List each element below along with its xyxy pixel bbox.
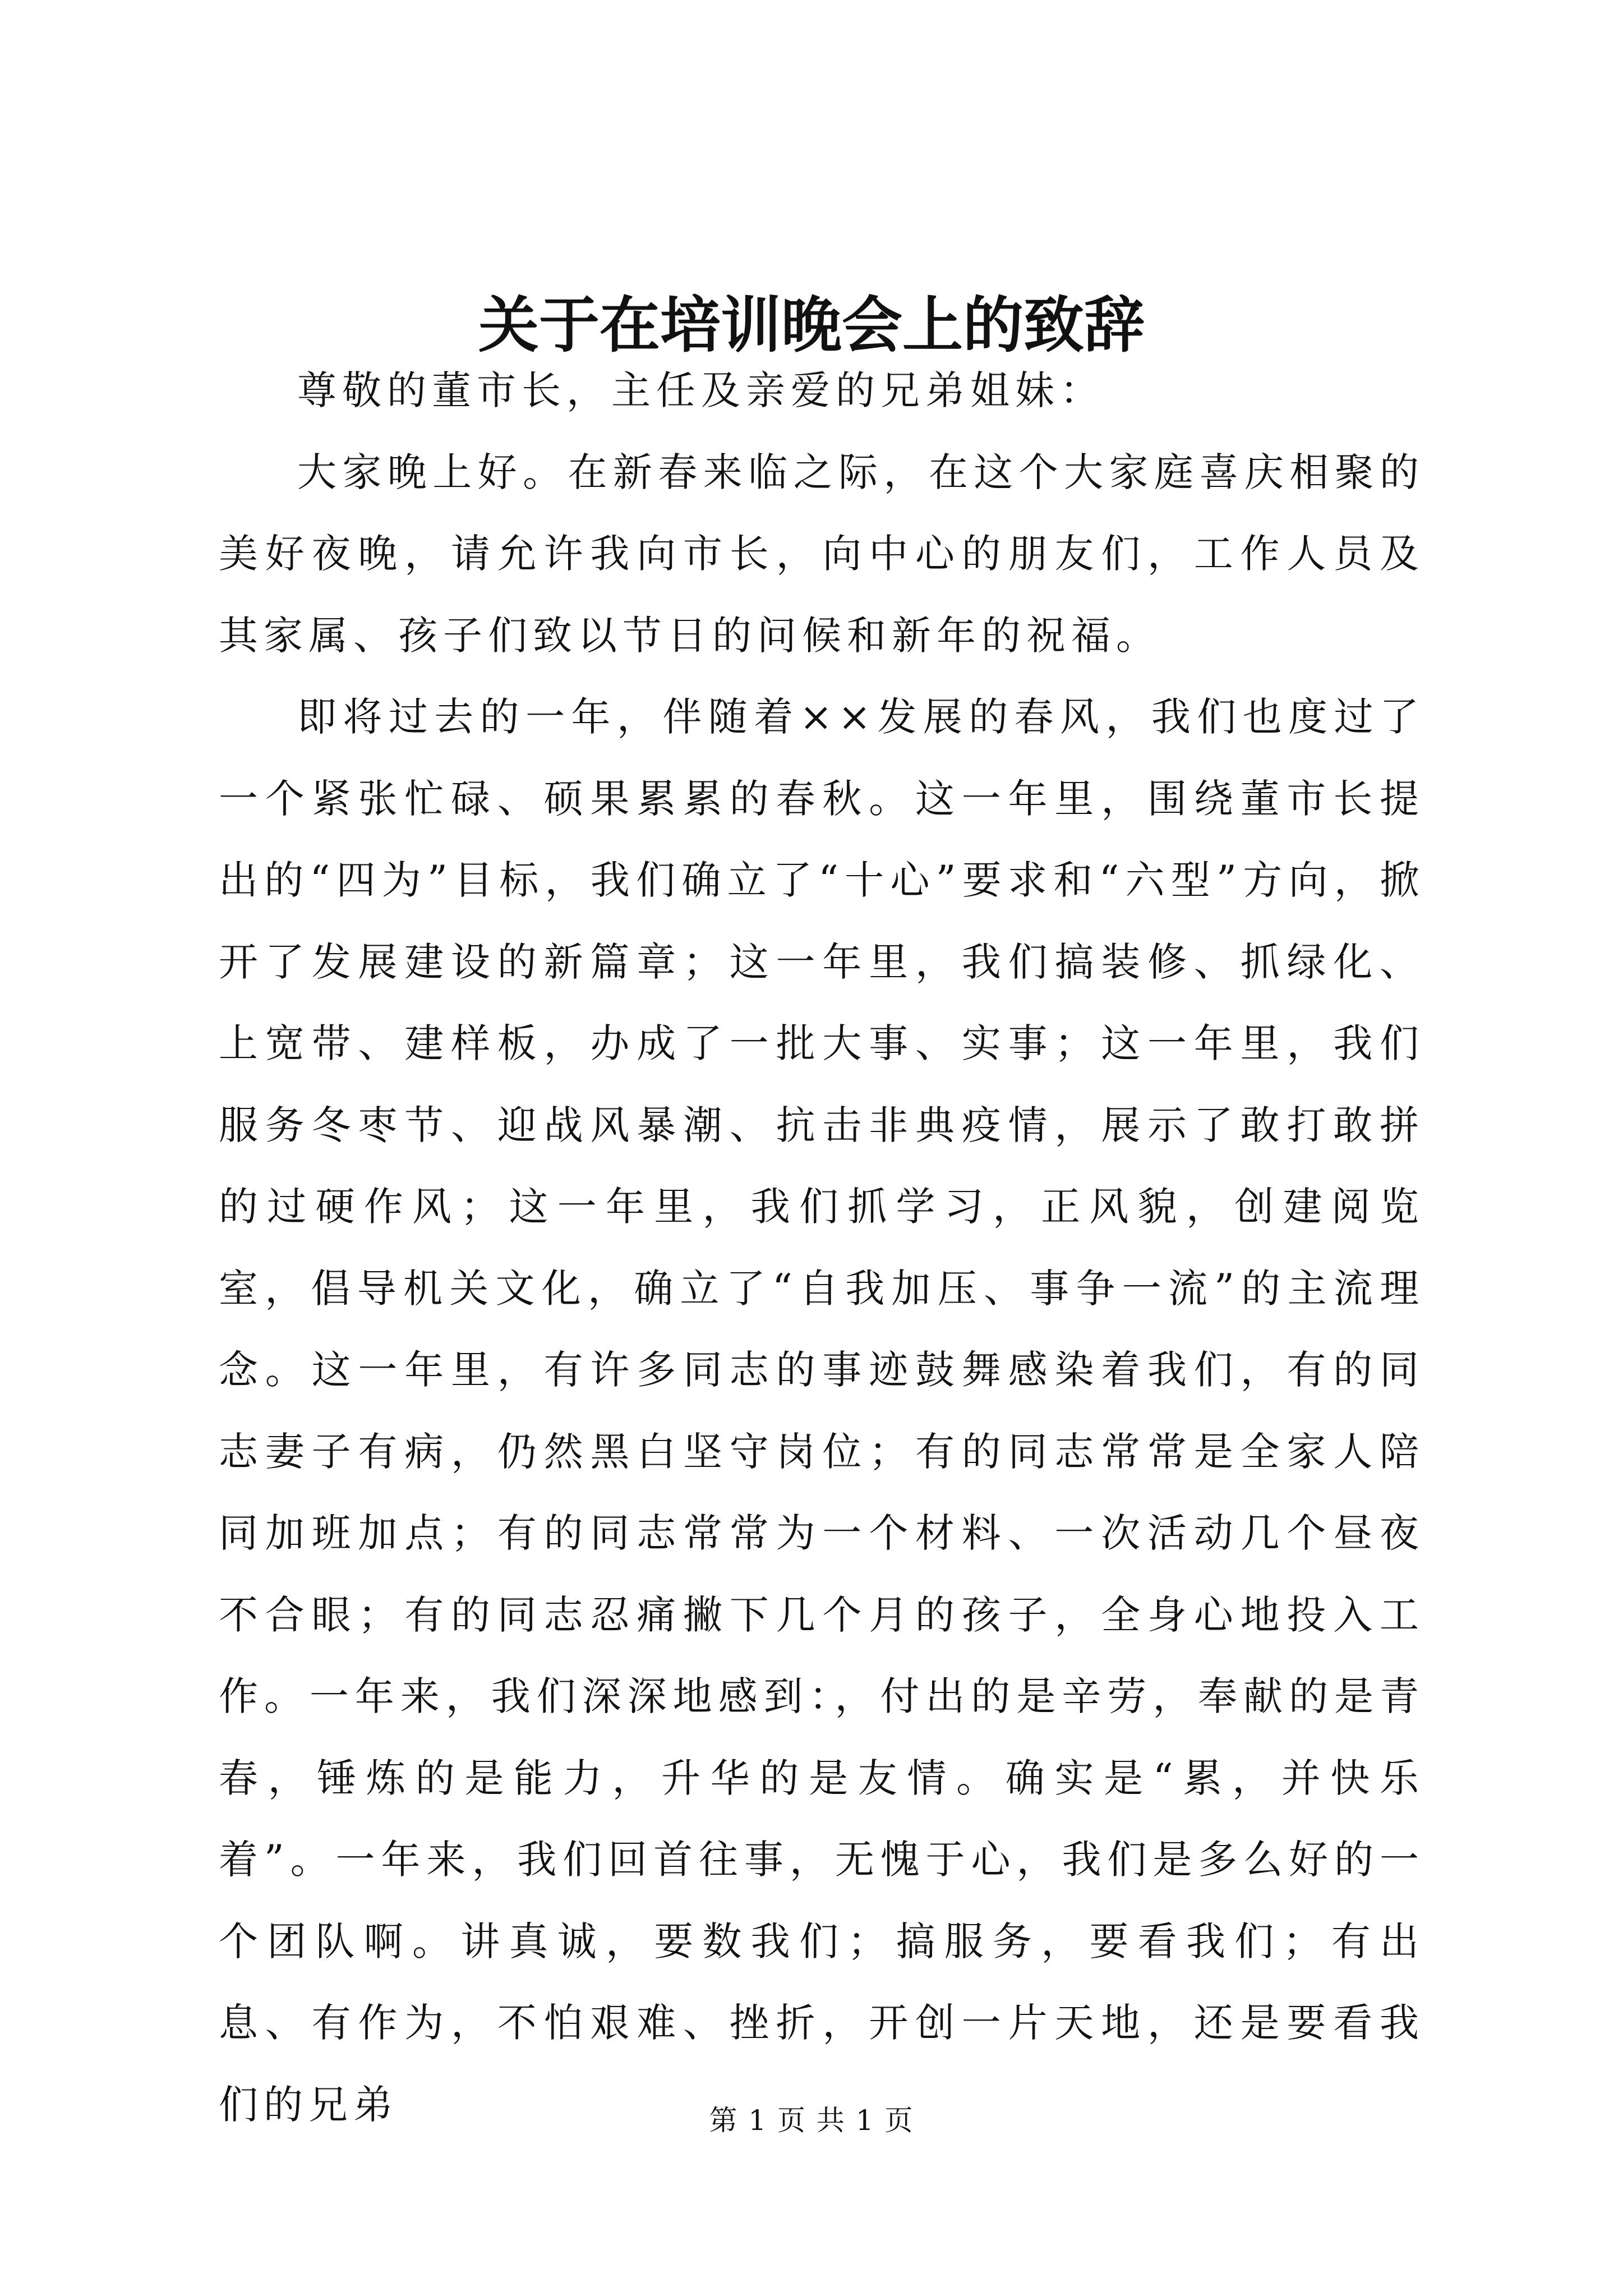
page-footer: 第 1 页 共 1 页 (709, 2104, 914, 2137)
paragraph-greeting: 大家晚上好。在新春来临之际，在这个大家庭喜庆相聚的美好夜晚，请允许我向市长，向中心的朋友们，工作人员及其家属、孩子们致以节日的问候和新年的祝福。 (219, 449, 1424, 659)
paragraph-review: 即将过去的一年，伴随着××发展的春风，我们也度过了一个紧张忙碌、硕果累累的春秋。这一年里，围绕董市长提出的“四为”目标，我们确立了“十心”要求和“六型”方向，掀开了发展建设的新篇章；这一年里，我们搞装修、抓绿化、上宽带、建样板，办成了一批大事、实事；这一年里，我们服务冬枣节、迎战风暴潮、抗击非典疫情，展示了敢打敢拼的过硬作风；这一年里，我们抓学习，正风貌，创建阅览室，倡导机关文化，确立了“自我加压、事争一流”的主流理念。这一年里，有许多同志的事迹鼓舞感染着我们，有的同志妻子有病，仍然黑白坚守岗位；有的同志常常是全家人陪同加班加点；有的同志常常为一个材料、一次活动几个昼夜不合眼；有的同志忍痛撇下几个月的孩子，全身心地投入工作。一年来，我们深深地感到：，付出的是辛劳，奉献的是青春，锤炼的是能力，升华的是友情。确实是“累，并快乐着”。一年来，我们回首往事，无愧于心，我们是多么好的一个团队啊。讲真诚，要数我们；搞服务，要看我们；有出息、有作为，不怕艰难、挫折，开创一片天地，还是要看我们的兄弟 (219, 694, 1424, 2128)
document-body (219, 350, 1424, 2146)
paragraph-salutation: 尊敬的董市长，主任及亲爱的兄弟姐妹： (297, 367, 1105, 413)
document-title: 关于在培训晚会上的致辞 (478, 290, 1145, 361)
